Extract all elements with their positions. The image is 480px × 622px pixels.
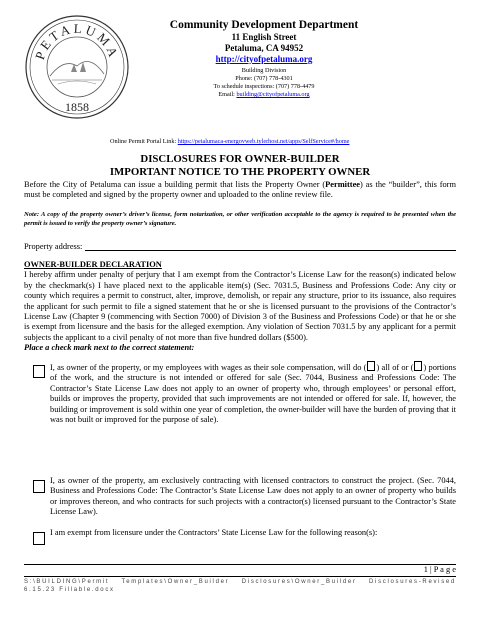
option-3-checkbox[interactable] bbox=[33, 532, 45, 545]
owner-builder-declaration bbox=[24, 260, 456, 343]
check-instruction: Place a check mark next to the correct statement: bbox=[24, 343, 195, 352]
permittee-term: Permittee bbox=[325, 180, 361, 189]
city-seal-logo bbox=[24, 14, 130, 120]
inspection-phone: To schedule inspections: (707) 778-4479 bbox=[213, 83, 315, 90]
svg-text:1858: 1858 bbox=[65, 100, 89, 114]
permit-portal-line bbox=[110, 138, 349, 145]
property-address-input-line[interactable] bbox=[85, 241, 456, 251]
page-number: 1 | P a g e bbox=[423, 565, 456, 574]
city-state-zip: Petaluma, CA 94952 bbox=[224, 43, 304, 53]
property-address-label: Property address: bbox=[24, 242, 83, 251]
title-disclosures: DISCLOSURES FOR OWNER-BUILDER bbox=[140, 153, 340, 165]
email-link[interactable]: building@cityofpetaluma.org bbox=[236, 91, 310, 98]
declaration-text: I hereby affirm under penalty of perjury that I am exempt from the Contractor’s License Law for the reason(s) indicated below by the checkmark(s) I have placed next to the applicable item(s) (Sec. 7031.5, Business and Professions Code: Any city or county which requires a permit to construct, alter, improve, demolish, or repair any structure, prior to its issuance, also requires the applicant for such permit to file a signed statement that he or she is licensed pursuant to the provisions of the Contractor’s License Law (Chapter 9 (commencing with Section 7000) of Division 3 of the Business and Professions Code) or that he or she is exempt from licensure and the basis for the alleged exemption. Any violation of Section 7031.5 by any applicant for a permit subjects the applicant to a civil penalty of not more than five hundred dollars ($500). bbox=[24, 270, 456, 342]
property-address-field[interactable] bbox=[24, 241, 456, 251]
portions-work-checkbox[interactable] bbox=[414, 361, 422, 371]
footer-divider bbox=[24, 576, 456, 577]
declaration-heading: OWNER-BUILDER DECLARATION bbox=[24, 260, 162, 269]
division-name: Building Division bbox=[241, 67, 287, 74]
option-1-text: I, as owner of the property, or my employees with wages as their sole compensation, will do ( ) all of or ( ) portions of the work, and the structure is not intended or offered for sale (Sec. 7044, Business and Professions Code: The Contractor’s State License Law does not apply to an owner of property who, through employees’ or personal effort, builds or improves the property, provided that such improvements are not intended or offered for sale. If, however, the building or improvement is sold within one year of completion, the owner-builder will have the burden of proving that it was not built or improved for the purpose of sale). bbox=[50, 363, 456, 425]
email-label: Email: bbox=[218, 91, 237, 98]
phone-number: Phone: (707) 778-4301 bbox=[235, 75, 293, 82]
option-3-text: I am exempt from licensure under the Contractors’ State License Law for the following reason(s): bbox=[50, 528, 378, 537]
option-2-checkbox[interactable] bbox=[33, 480, 45, 493]
intro-paragraph: Before the City of Petaluma can issue a building permit that lists the Property Owner (Permittee) as the “builder”, this form must be completed and signed by the property owner and uploaded to the online review file. bbox=[24, 180, 456, 200]
reason-input-line[interactable] bbox=[24, 558, 456, 565]
option-1-checkbox[interactable] bbox=[33, 365, 45, 378]
portal-link[interactable]: https://petalumaca-energovweb.tylerhost.net/apps/SelfService#/home bbox=[177, 138, 350, 145]
letterhead bbox=[140, 18, 388, 99]
all-work-checkbox[interactable] bbox=[367, 361, 375, 371]
document-titles bbox=[0, 153, 480, 179]
option-2-text: I, as owner of the property, am exclusively contracting with licensed contractors to construct the project. (Sec. 7044, Business and Professions Code: The Contractor’s State License Law does not apply to an owner of property who builds or improves thereon, and who contracts for such projects with a contractor(s) licensed pursuant to the Contractor’s State License Law). bbox=[50, 476, 456, 517]
svg-text:PETALUMA: PETALUMA bbox=[31, 20, 123, 62]
title-important-notice: IMPORTANT NOTICE TO THE PROPERTY OWNER bbox=[109, 166, 371, 178]
verification-note: Note: A copy of the property owner’s driver’s license, form notarization, or other verification acceptable to the agency is required to be presented when the permit is issued to verify the property owner’s signature. bbox=[24, 211, 456, 227]
file-path-footer: S:\BUILDING\Permit Templates\Owner_Builder Disclosures\Owner_Builder Disclosures-Revised 6.15.23 Fillable.docx bbox=[24, 579, 456, 593]
portal-label: Online Permit Portal Link: bbox=[110, 138, 178, 145]
department-name: Community Development Department bbox=[169, 19, 359, 31]
street-address: 11 English Street bbox=[231, 32, 297, 42]
website-link[interactable]: http://cityofpetaluma.org bbox=[215, 54, 313, 64]
